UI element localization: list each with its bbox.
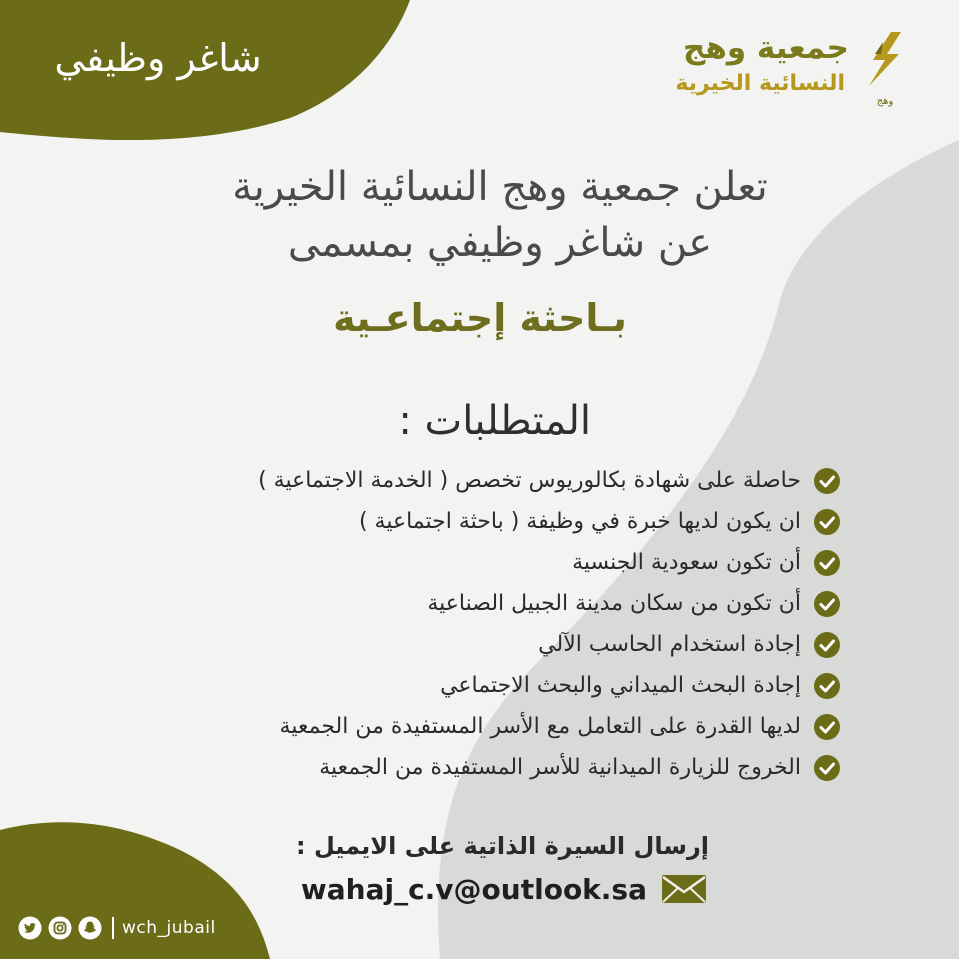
check-circle-icon	[813, 672, 841, 700]
email-address[interactable]: wahaj_c.v@outlook.sa	[300, 872, 647, 906]
check-circle-icon	[813, 508, 841, 536]
check-circle-icon	[813, 467, 841, 495]
requirement-text: أن تكون سعودية الجنسية	[572, 549, 801, 575]
list-item	[121, 542, 841, 583]
social-divider	[112, 917, 114, 939]
requirement-text: ان يكون لديها خبرة في وظيفة ( باحثة اجتماعية )	[358, 508, 801, 534]
requirement-text: إجادة البحث الميداني والبحث الاجتماعي	[440, 672, 801, 698]
requirement-text: حاصلة على شهادة بكالوريوس تخصص ( الخدمة الاجتماعية )	[258, 467, 801, 493]
cv-instructions: إرسال السيرة الذاتية على الايميل :	[296, 832, 709, 860]
social-handle[interactable]: wch_jubail	[122, 918, 216, 938]
requirements-list	[121, 460, 841, 788]
check-circle-icon	[813, 754, 841, 782]
list-item	[121, 747, 841, 788]
requirements-heading: المتطلبات :	[398, 398, 591, 444]
list-item	[121, 501, 841, 542]
organization-logo	[611, 26, 911, 106]
logo-mark-icon	[861, 30, 911, 110]
job-title: بـاحثة إجتماعـية	[333, 296, 627, 340]
check-circle-icon	[813, 590, 841, 618]
logo-mark-caption: وهج	[876, 96, 894, 107]
check-circle-icon	[813, 549, 841, 577]
list-item	[121, 665, 841, 706]
twitter-icon[interactable]	[18, 916, 42, 940]
announcement-line-2: عن شاغر وظيفي بمسمى	[287, 220, 713, 266]
instagram-icon[interactable]	[48, 916, 72, 940]
announcement-line-1: تعلن جمعية وهج النسائية الخيرية	[232, 164, 768, 210]
snapchat-icon[interactable]	[78, 916, 102, 940]
requirement-text: إجادة استخدام الحاسب الآلي	[538, 631, 801, 657]
email-row	[301, 870, 707, 908]
list-item	[121, 706, 841, 747]
check-circle-icon	[813, 713, 841, 741]
list-item	[121, 460, 841, 501]
job-vacancy-badge: شاغر وظيفي	[54, 36, 262, 80]
organization-subtitle: النسائية الخيرية	[675, 71, 845, 96]
check-circle-icon	[813, 631, 841, 659]
list-item	[121, 583, 841, 624]
requirement-text: الخروج للزيارة الميدانية للأسر المستفيدة من الجمعية	[319, 754, 801, 780]
envelope-icon	[661, 874, 707, 904]
social-bar	[18, 914, 216, 942]
requirement-text: أن تكون من سكان مدينة الجبيل الصناعية	[427, 590, 801, 616]
organization-name: جمعية وهج	[683, 30, 849, 66]
requirement-text: لديها القدرة على التعامل مع الأسر المستفيدة من الجمعية	[279, 713, 801, 739]
list-item	[121, 624, 841, 665]
